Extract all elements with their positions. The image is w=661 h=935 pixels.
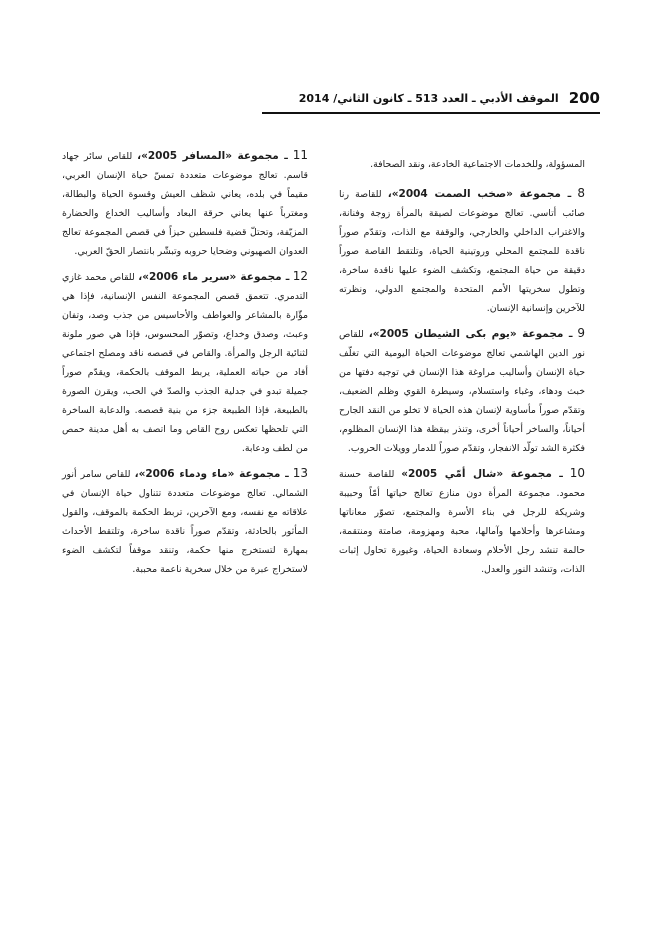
entry-author-prefix: للقاصة [355, 189, 382, 201]
entry-body: جهاد قاسم. تعالج موضوعات متعددة تمسّ حياة الإنسان العربي، مقيماً في بلده، يعاني شظف العيش وقسوة الحياة والبطالة، ومغترباً عنها يعاني حرقة البعاد وأساليب الخداع والحضارة المزيّفة، وتحتلّ قضية فلسطين حيزاً في قصص المجموعة تعالج العدوان الصهيوني وضحايا حروبه وتبشّر بانتصار الحقّ العربي. [62, 151, 308, 257]
header-rule [262, 112, 600, 114]
entry-title: ـ مجموعة «يوم بكى الشيطان 2005»، [368, 328, 573, 341]
entry-number: 12 [292, 269, 309, 283]
entry-title: ـ مجموعة «ماء ودماء 2006»، [134, 468, 289, 480]
entry-13 [62, 464, 308, 579]
page-header [262, 86, 600, 110]
entry-author-prefix: للقاص سامر [80, 469, 131, 480]
entry-author-prefix: للقاص سائر [84, 151, 133, 162]
entry-body: غازي التدمري. تتعمق قصص المجموعة النفس الإنسانية، فإذا هي مؤّارة بالمشاعر والعواطف والأحاسيس من جذب وصد، وتفان وعبث، وصدق وخداع، وتصوّر المحسوس، فإذا هي صور ملونة لثنائية الرجل والمرأة. والقاص في قصصه ناقد ومصلح اجتماعي أفاد من حياته العملية، يربط الموقف بالحكمة، ويقدّم صوراً جميلة تبدو في جدلية الجذب والصدّ في الحب، ويقرن الصورة بالطبيعة، فإذا الطبيعة جزء من بنية قصصه. والدعابة الساخرة التي تلحظها تعكس روح القاص وما اتصف به أهل مدينة حمص من لطف ودعابة. [62, 272, 308, 454]
entry-title: ـ مجموعة «شال أمّي 2005» [401, 468, 563, 481]
running-title: الموقف الأدبي ـ العدد 513 ـ كانون الثاني/ 2014 [298, 91, 559, 105]
continuation-paragraph: المسؤولة، وللخدمات الاجتماعية الخادعة، ونقد الصحافة. [370, 159, 585, 171]
entry-body: أنور الشمالي. تعالج موضوعات متعددة تتناول حياة الإنسان في علاقاته مع نفسه، ومع الآخرين، تربط الحكمة بالموقف، والقول المأثور بالحادثة، وتقدّم صوراً ناقدة ساخرة، وتلتقط الأحداث بمهارة لتستخرج منها حكمة، وتنقد موقفاً لتكشف الضوء لاستخراج عبرة من خلال سخرية ناعمة محببة. [62, 469, 308, 575]
entry-author-prefix: للقاصة حسنة [339, 469, 395, 481]
entry-number: 8 [577, 186, 586, 201]
page-number: 200 [568, 89, 600, 107]
entry-body: للقاص نور الدين الهاشمي تعالج موضوعات الحياة اليومية التي تغلّف حياة الإنسان وأساليب مراوغة هذا الإنسان في توجيه دفتها من خبث ودهاء، وغباء واستسلام، وسيطرة القوي وظلم الضعيف، وتقدّم صوراً مأساوية لإنسان هذه الحياة لا تخلو من النقد الجارح أحياناً، والساخر أحياناً أخرى، وتنذر بيقظة هذا الإنسان المظلوم، فكثرة الشد تولّد الانفجار، وتقدّم صوراً للدمار وويلات الحروب. [339, 329, 585, 455]
entry-10 [339, 464, 585, 579]
left-column [62, 146, 308, 585]
entry-11 [62, 146, 308, 261]
entry-8 [339, 184, 585, 318]
entry-9 [339, 324, 585, 458]
entry-title: ـ مجموعة «سرير ماء 2006»، [138, 271, 290, 283]
entry-title: ـ مجموعة «المسافر 2005»، [137, 150, 288, 162]
entry-body: رنا صائب أتاسي. تعالج موضوعات لصيقة بالمرأة زوجة وفنانة، والاغتراب الداخلي والخارجي، والوقفة مع الذات، وتقدّم صوراً ناقدة للمجتمع المحلي وروتينية الحياة، وتلتقط القاصة صوراً دقيقة من حياة المجتمع، وتكشف الضوء عليها ناقدة ساخرة، وتطول سخريتها الأمم المتحدة والمجتمع الدولي، ونظرته للآخرين وإنسانية الإنسان. [339, 189, 585, 315]
right-column [339, 146, 585, 585]
entry-title: ـ مجموعة «صخب الصمت 2004»، [387, 188, 572, 201]
entry-author-prefix: للقاص محمد [85, 272, 135, 283]
entry-body: محمود. مجموعة المرأة دون منازع تعالج حياتها أمّاً وحبيبة وشريكة للرجل في بناء الأسرة والمجتمع، تصوّر معاناتها ومشاعرها وأحلامها وآمالها، محبة ومهزومة، صامتة ومنتقمة، حالمة تنشد رجل الأحلام وسعادة الحياة، وغيورة تحاول إثبات الذات، وتنشد النور والعدل. [339, 488, 585, 576]
entry-number: 10 [569, 466, 586, 481]
entry-number: 13 [292, 466, 309, 480]
entry-12 [62, 267, 308, 458]
entry-number: 11 [292, 148, 308, 162]
entry-number: 9 [577, 326, 586, 341]
